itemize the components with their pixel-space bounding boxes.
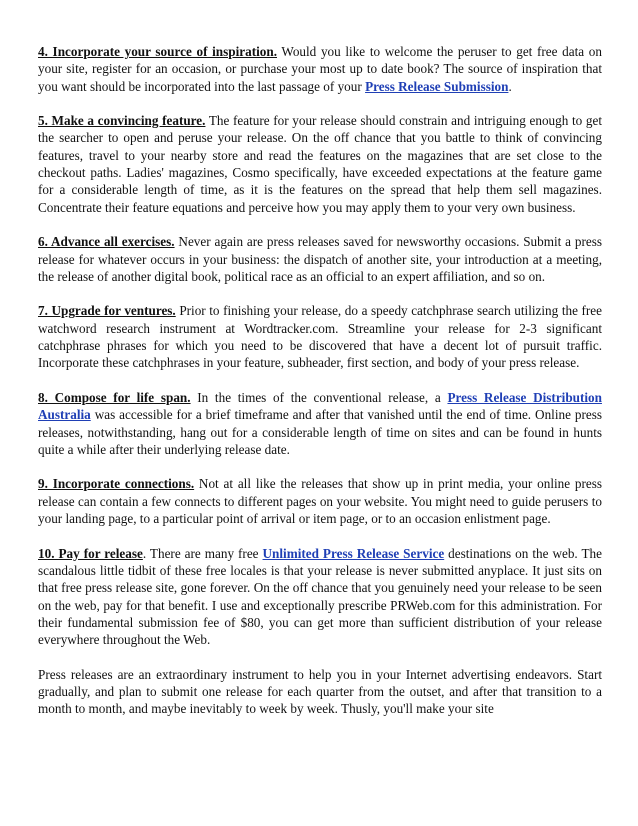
section-heading: 9. Incorporate connections. bbox=[38, 476, 195, 492]
section-5: 5. Make a convincing feature. The feature for your release should constrain and intriguing enough to get the searcher to open and peruse your release. On the off chance that you battle to think of convincing features, travel to your nearby store and read the features on the magazines that are set close to the checkout paths. Ladies' magazines, Cosmo specifically, have exceeded expectations at the feature game for a considerable length of time, as it is the features on the spread that help them sell magazines. Concentrate their feature equations and perceive how you may apply them to your very own business. bbox=[38, 113, 602, 215]
section-heading: 4. Incorporate your source of inspiration. bbox=[38, 44, 277, 59]
press-release-submission-link[interactable]: Press Release Submission bbox=[365, 78, 509, 94]
section-8: 8. Compose for life span. In the times of the conventional release, a Press Release Distribution Australia was accessible for a brief timeframe and after that vanished until the end of time. Online press releases, notwithstanding, hang out for a considerable length of time on sites and can be found in hunts quite a while after their underlying release date. bbox=[38, 389, 602, 457]
press-release-distribution-australia-link[interactable]: Press Release Distribution Australia bbox=[38, 389, 602, 423]
section-heading: 7. Upgrade for ventures. bbox=[38, 303, 176, 319]
closing-paragraph: Press releases are an extraordinary instrument to help you in your Internet advertising endeavors. Start gradually, and plan to submit one release for each quarter from the outset, and after that transition to a month to month, and maybe inevitably to week by week. Thusly, you'll make your site bbox=[38, 666, 602, 717]
section-heading: 5. Make a convincing feature. bbox=[38, 113, 206, 129]
unlimited-press-release-service-link[interactable]: Unlimited Press Release Service bbox=[262, 545, 445, 561]
section-heading: 8. Compose for life span. bbox=[38, 389, 191, 405]
section-6: 6. Advance all exercises. Never again are press releases saved for newsworthy occasions. Submit a press release for whatever occurs in your business: the dispatch of another site, your introduction at a meeting, the release of another digital book, political race as an official to an expert affiliation, and so on. bbox=[38, 234, 602, 284]
section-heading: 10. Pay for release bbox=[38, 545, 143, 561]
section-10: 10. Pay for release. There are many free Unlimited Press Release Service destinations on the web. The scandalous little tidbit of these free locales is that your release is never submitted anyplace. It just sits on that free press release site, gone forever. On the off chance that you genuinely need your release to be seen on the web, pay for that benefit. I use and exceptionally prescribe PRWeb.com for this administration. For their fundamental submission fee of $80, you can get more than sufficient distribution of your release everywhere throughout the Web. bbox=[38, 545, 602, 648]
section-4: 4. Incorporate your source of inspiration. Would you like to welcome the peruser to get free data on your site, register for an occasion, or purchase your most up to date book? The source of inspiration that you want should be incorporated into the last passage of your Press Release Submission. bbox=[38, 44, 602, 94]
section-9: 9. Incorporate connections. Not at all like the releases that show up in print media, your online press release can contain a few connects to different pages on your website. You might need to guide perusers to your landing page, to a particular point of arrival or item page, or to an occasion enlistment page. bbox=[38, 476, 602, 527]
section-7: 7. Upgrade for ventures. Prior to finishing your release, do a speedy catchphrase search utilizing the free watchword research instrument at Wordtracker.com. Streamline your release for 2-3 significant catchphrase phrases for which you need to be discovered that have a decent lot of pursuit traffic. Incorporate these catchphrases in your feature, subheader, first section, and body of your press release. bbox=[38, 303, 602, 371]
section-heading: 6. Advance all exercises. bbox=[38, 234, 175, 250]
